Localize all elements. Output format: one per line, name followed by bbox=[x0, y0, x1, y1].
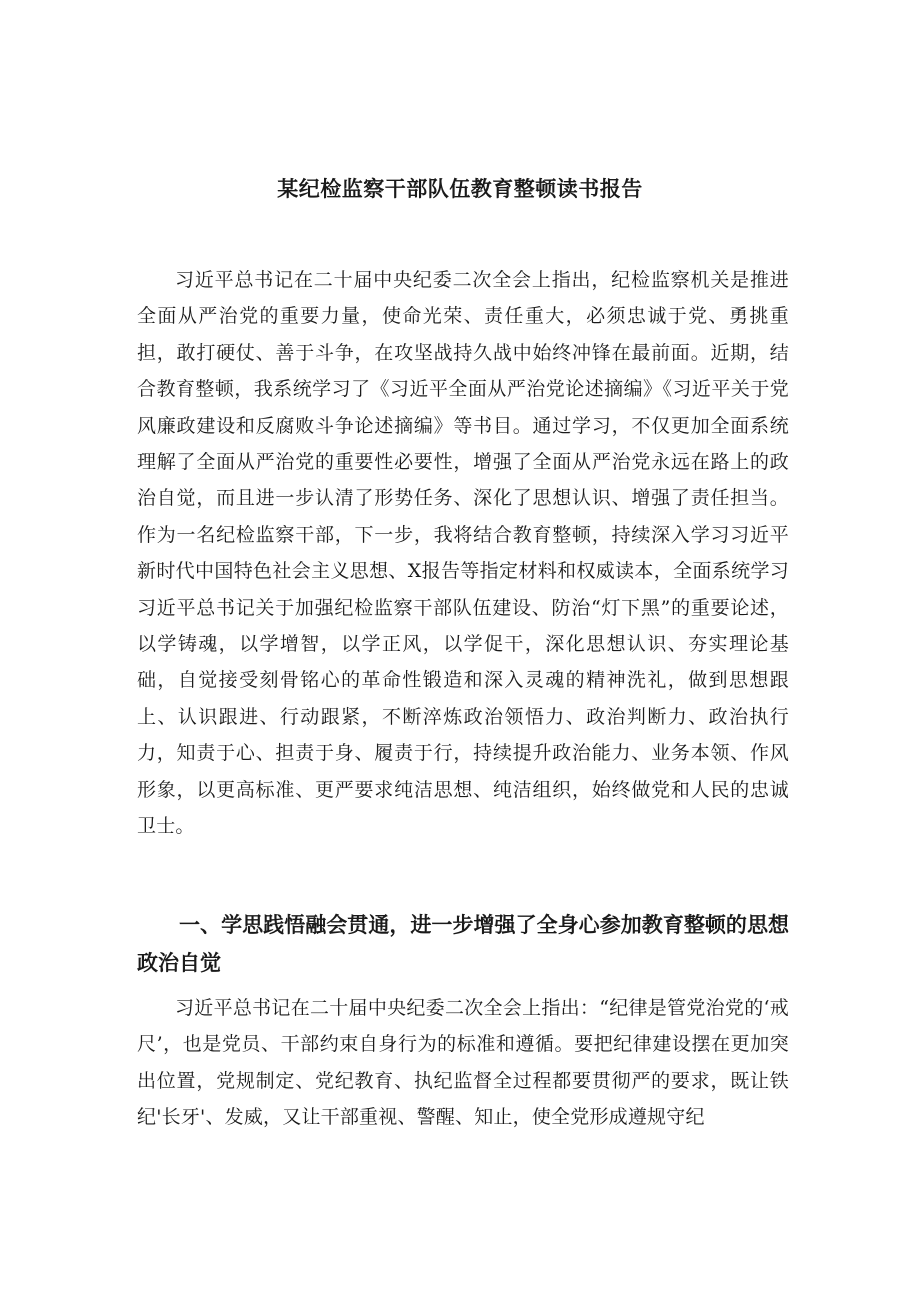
section-heading-1: 一、学思践悟融会贯通，进一步增强了全身心参加教育整顿的思想政治自觉 bbox=[137, 913, 789, 975]
document-title: 某纪检监察干部队伍教育整顿读书报告 bbox=[277, 177, 643, 201]
intro-paragraph: 习近平总书记在二十届中央纪委二次全会上指出，纪检监察机关是推进全面从严治党的重要力量，使命光荣、责任重大，必须忠诚于党、勇挑重担，敢打硬仗、善于斗争，在攻坚战持久战中始终冲锋在最前面。近期，结合教育整顿，我系统学习了《习近平全面从严治党论述摘编》《习近平关于党风廉政建设和反腐败斗争论述摘编》等书目。通过学习，不仅更加全面系统理解了全面从严治党的重要性必要性，增强了全面从严治党永远在路上的政治自觉，而且进一步认清了形势任务、深化了思想认识、增强了责任担当。作为一名纪检监察干部，下一步，我将结合教育整顿，持续深入学习习近平新时代中国特色社会主义思想、X报告等指定材料和权威读本，全面系统学习习近平总书记关于加强纪检监察干部队伍建设、防治“灯下黑”的重要论述，以学铸魂，以学增智，以学正风，以学促干，深化思想认识、夯实理论基础，自觉接受刻骨铭心的革命性锻造和深入灵魂的精神洗礼，做到思想跟上、认识跟进、行动跟紧，不断淬炼政治领悟力、政治判断力、政治执行力，知责于心、担责于身、履责于行，持续提升政治能力、业务本领、作风形象，以更高标准、更严要求纯洁思想、纯洁组织，始终做党和人民的忠诚卫士。 bbox=[137, 269, 789, 838]
section-1-paragraph: 习近平总书记在二十届中央纪委二次全会上指出：“纪律是管党治党的‘戒尺’，也是党员、干部约束自身行为的标准和遵循。要把纪律建设摆在更加突出位置，党规制定、党纪教育、执纪监督全过程都要贯彻严的要求，既让铁纪'长牙'、发威，又让干部重视、警醒、知止，使全党形成遵规守纪 bbox=[137, 997, 789, 1129]
